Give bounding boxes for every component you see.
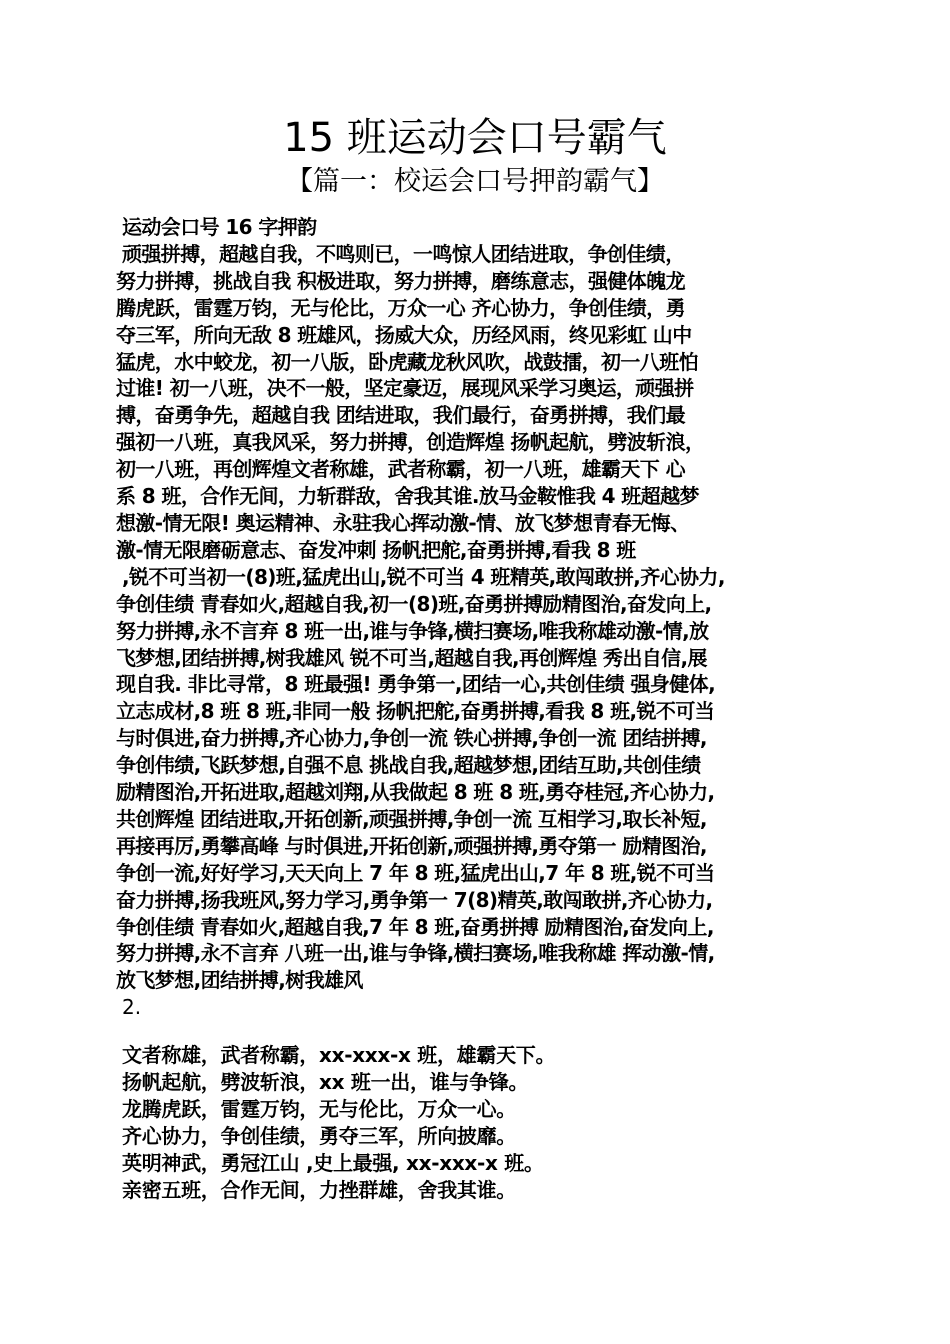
body-line: 放飞梦想,团结拼搏,树我雄风 [116, 968, 363, 993]
body-line: 与时俱进,奋力拼搏,齐心协力,争创一流 铁心拼搏,争创一流 团结拼搏, [116, 726, 707, 751]
body-line: 努力拼搏，挑战自我 积极进取，努力拼搏，磨练意志，强健体魄龙 [116, 268, 685, 293]
body-line: 猛虎，水中蛟龙，初一八版，卧虎藏龙秋风吹，战鼓擂，初一八班怕 [116, 349, 698, 374]
body-line: 强初一八班，真我风采，努力拼搏，创造辉煌 扬帆起航，劈波斩浪， [116, 430, 705, 455]
slogan-line: 扬帆起航，劈波斩浪，xx 班一出，谁与争锋。 [122, 1069, 529, 1094]
slogan-line: 亲密五班，合作无间，力挫群雄，舍我其谁。 [122, 1177, 516, 1202]
body-line: 飞梦想,团结拼搏,树我雄风 锐不可当,超越自我,再创辉煌 秀出自信,展 [116, 645, 707, 670]
section-number: 2. [122, 995, 142, 1020]
body-line: 争创一流,好好学习,天天向上 7 年 8 班,猛虎出山,7 年 8 班,锐不可当 [116, 860, 715, 885]
body-text [116, 214, 856, 1021]
body-line: 奋力拼搏,扬我班风,努力学习,勇争第一 7(8)精英,敢闯敢拼,齐心协力, [116, 887, 713, 912]
body-line: 争创伟绩,飞跃梦想,自强不息 挑战自我,超越梦想,团结互助,共创佳绩 [116, 753, 701, 778]
body-line: 夺三军，所向无敌 8 班雄风，扬威大众，历经风雨，终见彩虹 山中 [116, 322, 692, 347]
body-line: ,锐不可当初一(8)班,猛虎出山,锐不可当 4 班精英,敢闯敢拼,齐心协力, [122, 564, 725, 589]
body-line: 现自我. 非比寻常，8 班最强! 勇争第一,团结一心,共创佳绩 强身健体, [116, 672, 716, 697]
body-line: 争创佳绩 青春如火,超越自我,7 年 8 班,奋勇拼搏 励精图治,奋发向上, [116, 914, 714, 939]
document-title: 15 班运动会口号霸气 [283, 115, 667, 161]
document-subtitle: 【篇一：校运会口号押韵霸气】 [286, 166, 664, 197]
body-line: 想激-情无限! 奥运精神、永驻我心挥动激-情、放飞梦想青春无悔、 [116, 510, 690, 535]
body-line: 搏，奋勇争先，超越自我 团结进取，我们最行，奋勇拼搏，我们最 [116, 403, 685, 428]
body-line: 再接再厉,勇攀高峰 与时俱进,开拓创新,顽强拼搏,勇夺第一 励精图治, [116, 833, 707, 858]
body-line: 运动会口号 16 字押韵 [122, 215, 317, 239]
body-line: 立志成材,8 班 8 班,非同一般 扬帆把舵,奋勇拼搏,看我 8 班,锐不可当 [116, 699, 715, 724]
slogan-line: 龙腾虎跃，雷霆万钧，无与伦比，万众一心。 [122, 1096, 516, 1121]
body-line: 激-情无限磨砺意志、奋发冲刺 扬帆把舵,奋勇拼搏,看我 8 班 [116, 537, 636, 562]
body-line: 努力拼搏,永不言弃 8 班一出,谁与争锋,横扫赛场,唯我称雄动激-情,放 [116, 618, 709, 643]
slogan-line: 齐心协力，争创佳绩，勇夺三军，所向披靡。 [122, 1123, 516, 1148]
body-line: 努力拼搏,永不言弃 八班一出,谁与争锋,横扫赛场,唯我称雄 挥动激-情, [116, 941, 715, 966]
body-line: 初一八班，再创辉煌文者称雄，武者称霸，初一八班，雄霸天下 心 [116, 457, 685, 482]
body-line: 顽强拼搏，超越自我，不鸣则已，一鸣惊人团结进取，争创佳绩， [122, 241, 685, 266]
slogan-line: 英明神武，勇冠江山 ,史上最强, xx-xxx-x 班。 [122, 1150, 544, 1175]
body-line: 系 8 班，合作无间，力斩群敌，舍我其谁.放马金鞍惟我 4 班超越梦 [116, 484, 699, 509]
body-line: 励精图治,开拓进取,超越刘翔,从我做起 8 班 8 班,勇夺桂冠,齐心协力, [116, 780, 715, 805]
slogan-list [122, 1042, 842, 1203]
body-line: 共创辉煌 团结进取,开拓创新,顽强拼搏,争创一流 互相学习,取长补短, [116, 806, 707, 831]
slogan-line: 文者称雄，武者称霸，xx-xxx-x 班，雄霸天下。 [122, 1043, 556, 1067]
body-line: 争创佳绩 青春如火,超越自我,初一(8)班,奋勇拼搏励精图治,奋发向上, [116, 591, 712, 616]
body-line: 过谁! 初一八班，决不一般，坚定豪迈，展现风采学习奥运，顽强拼 [116, 376, 694, 401]
body-line: 腾虎跃，雷霆万钧，无与伦比，万众一心 齐心协力，争创佳绩，勇 [116, 295, 685, 320]
